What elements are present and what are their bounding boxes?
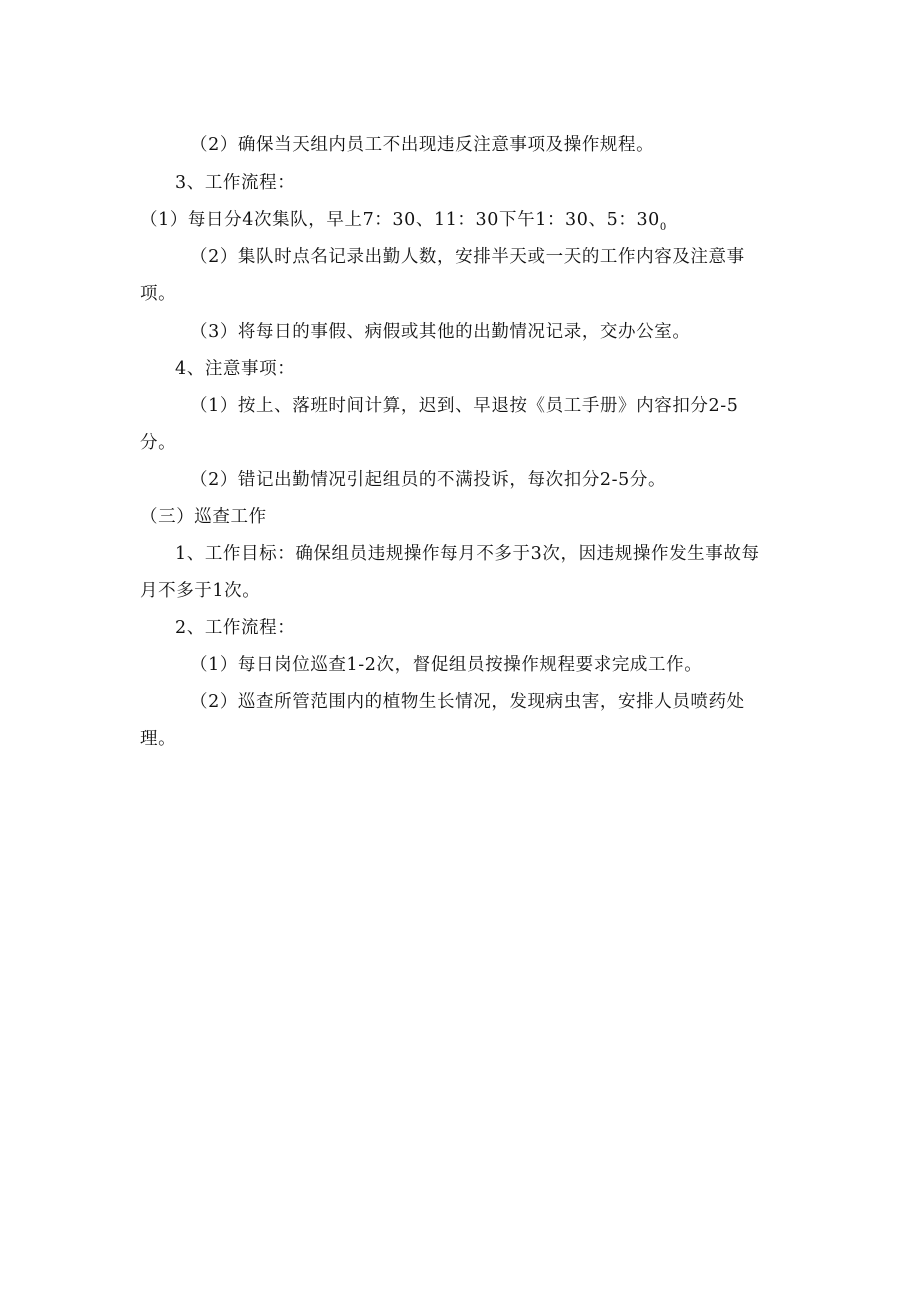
subscript-text: 0 bbox=[659, 222, 667, 233]
line-text: （1）每日分4次集队，早上7：30、11：30下午1：30、5：30 bbox=[140, 210, 660, 230]
paragraph-line: （2）巡查所管范围内的植物生长情况，发现病虫害，安排人员喷药处 bbox=[190, 692, 745, 712]
section-heading: （三）巡查工作 bbox=[140, 507, 267, 527]
paragraph-line: 理。 bbox=[140, 729, 177, 749]
paragraph-line: 项。 bbox=[140, 284, 177, 304]
paragraph-line: 1、工作目标：确保组员违规操作每月不多于3次，因违规操作发生事故每 bbox=[175, 544, 760, 564]
paragraph-line: （2）集队时点名记录出勤人数，安排半天或一天的工作内容及注意事 bbox=[190, 247, 745, 267]
paragraph-line: （1）按上、落班时间计算，迟到、早退按《员工手册》内容扣分2-5 bbox=[190, 396, 739, 416]
paragraph-line: （1）每日岗位巡查1-2次，督促组员按操作规程要求完成工作。 bbox=[190, 655, 703, 675]
section-heading: 2、工作流程： bbox=[175, 618, 296, 638]
paragraph-line: 分。 bbox=[140, 433, 177, 453]
section-heading: 4、注意事项： bbox=[175, 359, 296, 379]
paragraph-line: 月不多于1次。 bbox=[140, 581, 261, 601]
paragraph-line: （2）确保当天组内员工不出现违反注意事项及操作规程。 bbox=[190, 135, 655, 155]
section-heading: 3、工作流程： bbox=[175, 173, 296, 193]
paragraph-line bbox=[140, 208, 666, 235]
paragraph-line: （2）错记出勤情况引起组员的不满投诉，每次扣分2-5分。 bbox=[190, 470, 667, 490]
paragraph-line: （3）将每日的事假、病假或其他的出勤情况记录，交办公室。 bbox=[190, 322, 691, 342]
